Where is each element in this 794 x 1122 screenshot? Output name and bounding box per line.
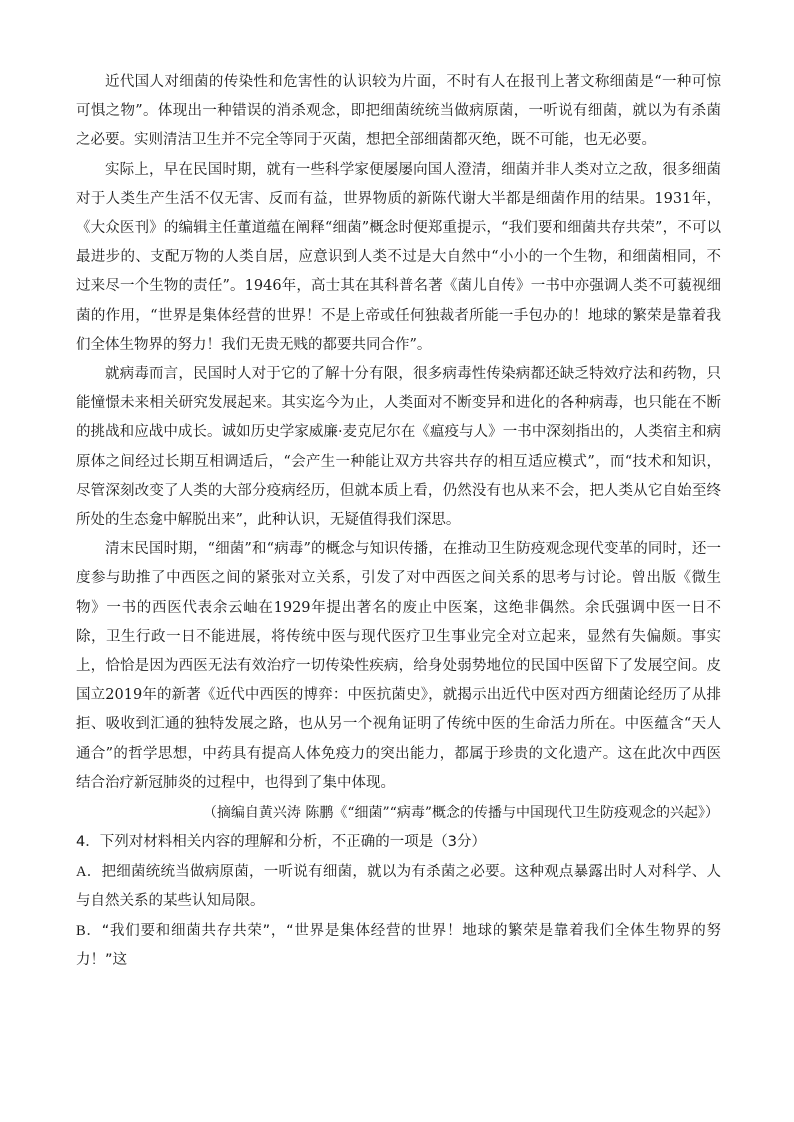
option-text: 把细菌统统当做病原菌，一听说有细菌，就以为有杀菌之必要。这种观点暴露出时人对科学、人与自然关系的某些认知局限。 [76,863,721,910]
passage-paragraph-2: 实际上，早在民国时期，就有一些科学家便屡屡向国人澄清，细菌并非人类对立之敌，很多细菌对于人类生产生活不仅无害、反而有益，世界物质的新陈代谢大半都是细菌作用的结果。1931年，《大众医刊》的编辑主任董道蕴在阐释“细菌”概念时便郑重提示，“我们要和细菌共存共荣”，不可以最进步的、支配万物的人类自居，应意识到人类不过是大自然中“小小的一个生物，和细菌相同，不过来尽一个生物的责任”。1946年，高士其在其科普名著《菌儿自传》一书中亦强调人类不可藐视细菌的作用，“世界是集体经营的世界！不是上帝或任何独裁者所能一手包办的！地球的繁荣是靠着我们全体生物界的努力！我们无贵无贱的都要共同合作”。 [76,161,721,353]
passage-paragraph-1: 近代国人对细菌的传染性和危害性的认识较为片面，不时有人在报刊上著文称细菌是“一种可惊可惧之物”。体现出一种错误的消杀观念，即把细菌统统当做病原菌，一听说有细菌，就以为有杀菌之必要。实则清洁卫生并不完全等同于灭菌，想把全部细菌都灭绝，既不可能，也无必要。 [76,74,721,149]
option-letter: B． [76,922,102,939]
question-stem: 4．下列对材料相关内容的理解和分析，不正确的一项是（3分） [76,834,486,851]
option-letter: A． [76,863,102,880]
passage-paragraph-3: 就病毒而言，民国时人对于它的了解十分有限，很多病毒性传染病都还缺乏特效疗法和药物，只能憧憬未来相关研究发展起来。其实迄今为止，人类面对不断变异和进化的各种病毒，也只能在不断的挑战和应战中成长。诚如历史学家威廉·麦克尼尔在《瘟疫与人》一书中深刻指出的，人类宿主和病原体之间经过长期互相调适后，“会产生一种能让双方共容共存的相互适应模式”，而“技术和知识，尽管深刻改变了人类的大部分疫病经历，但就本质上看，仍然没有也从来不会，把人类从它自始至终所处的生态龛中解脱出来”，此种认识，无疑值得我们深思。 [76,366,721,529]
option-text: “我们要和细菌共存共荣”，“世界是集体经营的世界！地球的繁荣是靠着我们全体生物界的努力！”这 [76,922,721,969]
document-page [76,68,721,976]
question-option-a [76,858,721,917]
passage-paragraph-4: 清末民国时期，“细菌”和“病毒”的概念与知识传播，在推动卫生防疫观念现代变革的同时，还一度参与助推了中西医之间的紧张对立关系，引发了对中西医之间关系的思考与讨论。曾出版《微生物》一书的西医代表余云岫在1929年提出著名的废止中医案，这绝非偶然。余氏强调中医一日不除，卫生行政一日不能进展，将传统中医与现代医疗卫生事业完全对立起来，显然有失偏颇。事实上，恰恰是因为西医无法有效治疗一切传染性疾病，给身处弱势地位的民国中医留下了发展空间。皮国立2019年的新著《近代中西医的博弈：中医抗菌史》，就揭示出近代中医对西方细菌论经历了从排拒、吸收到汇通的独特发展之路，也从另一个视角证明了传统中医的生命活力所在。中医蕴含“天人通合”的哲学思想，中药具有提高人体免疫力的突出能力，都属于珍贵的文化遗产。这在此次中西医结合治疗新冠肺炎的过程中，也得到了集中体现。 [76,541,721,791]
question-option-b [76,917,721,976]
passage-source-citation: （摘编自黄兴涛 陈鹏《“细菌”“病毒”概念的传播与中国现代卫生防疫观念的兴起》） [202,805,719,822]
